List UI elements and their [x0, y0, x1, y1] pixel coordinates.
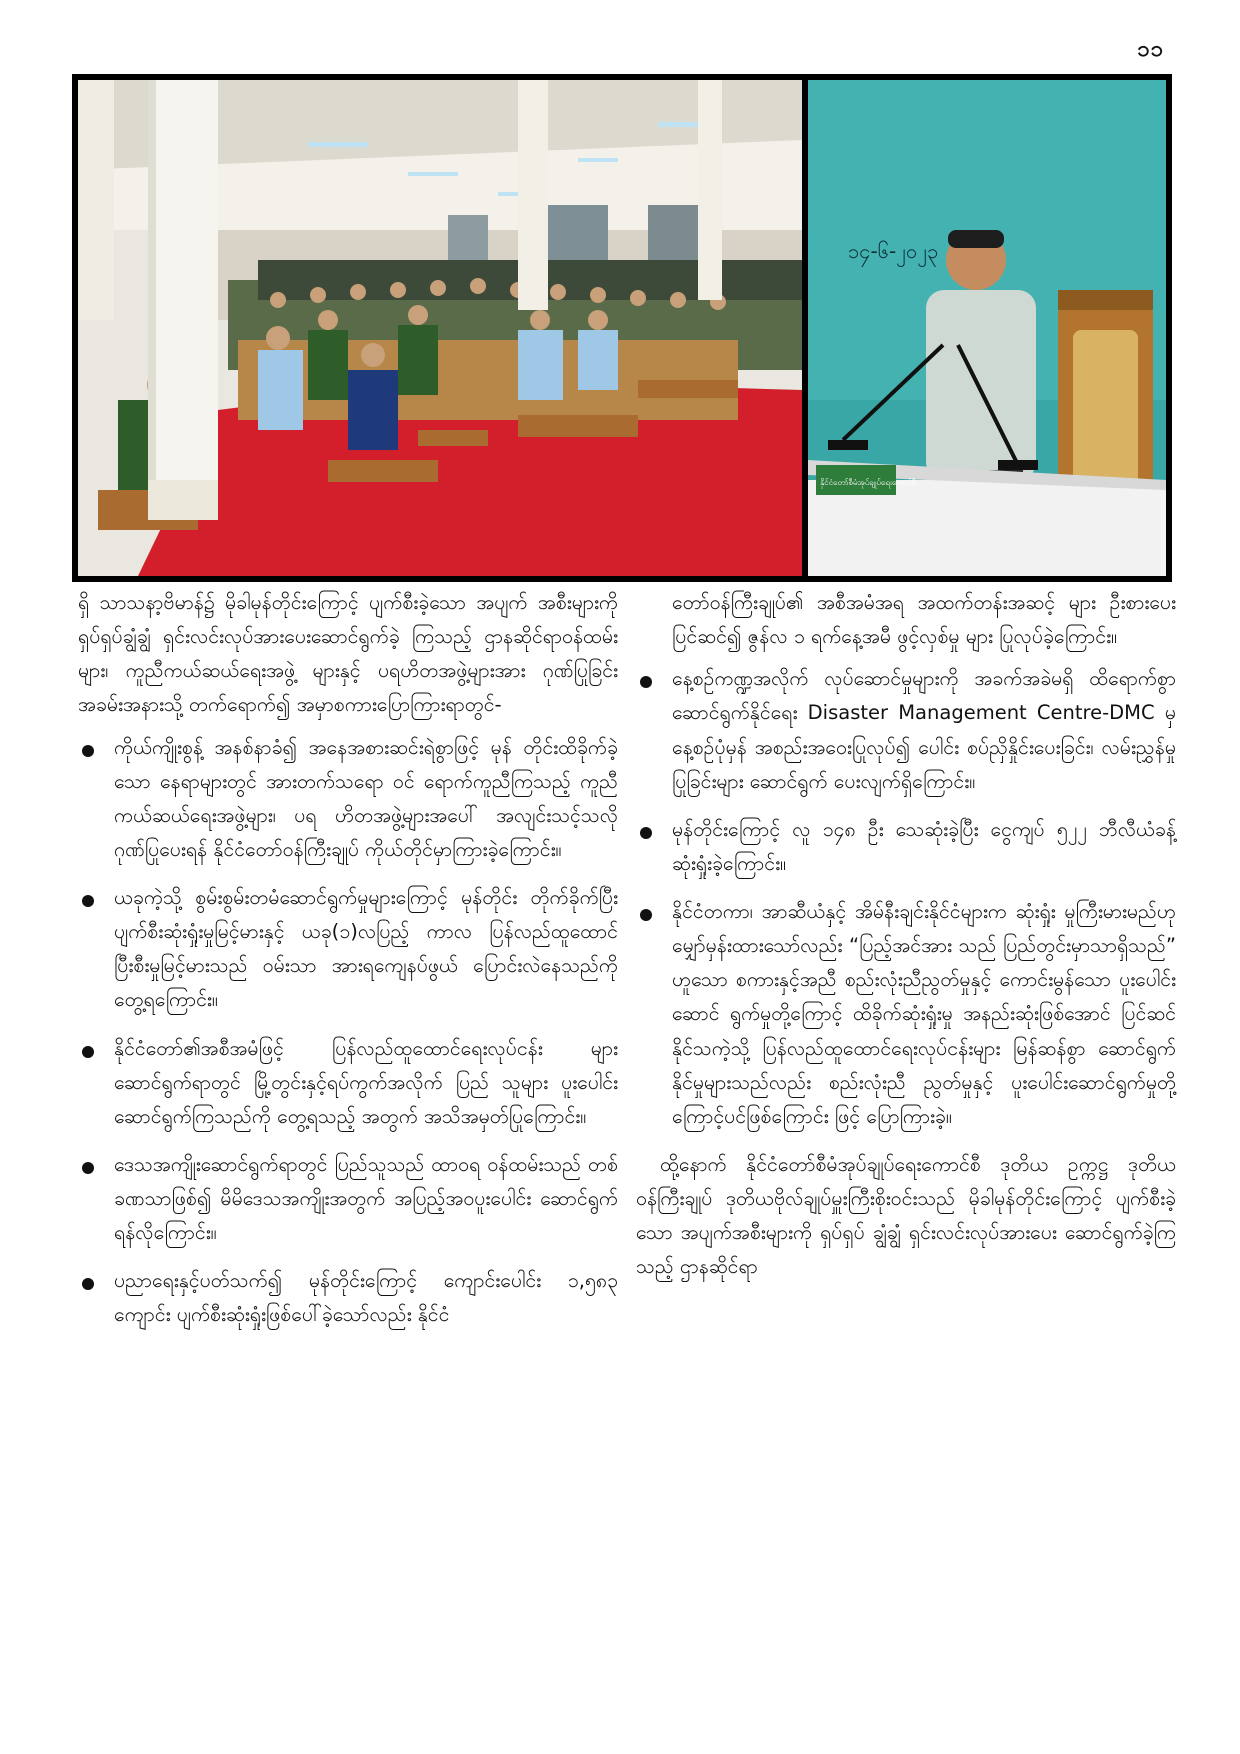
list-item [78, 1032, 618, 1134]
banner-date-text: ၁၄-၆-၂၀၂၃ [848, 239, 939, 263]
list-item [78, 731, 618, 868]
bullet-icon [82, 1046, 94, 1058]
bullet-icon [640, 909, 652, 921]
bullet-icon [640, 827, 652, 839]
left-bullet-list [78, 731, 618, 1333]
audience-photo [78, 80, 802, 576]
list-item-text: နိုင်ငံတကာ၊ အာဆီယံနှင့် အိမ်နီးချင်းနိုင်ငံများက ဆုံးရှုံး မှုကြီးမားမည်ဟု မျှော်မှန်းထားသော်လည်း “ပြည့်အင်အား သည် ပြည်တွင်းမှာသာရှိသည်” ဟူသော စကားနှင့်အညီ စည်းလုံးညီညွတ်မှုနှင့် ကောင်းမွန်သော ပူးပေါင်းဆောင် ရွက်မှုတို့ကြောင့် ထိခိုက်ဆုံးရှုံးမှု အနည်းဆုံးဖြစ်အောင် ပြင်ဆင်နိုင်သကဲ့သို့ ပြန်လည်ထူထောင်ရေးလုပ်ငန်းများ မြန်ဆန်စွာ ဆောင်ရွက်နိုင်မှုများသည်လည်း စည်းလုံးညီ ညွတ်မှုနှင့် ပူးပေါင်းဆောင်ရွက်မှုတို့ကြောင့်ပင်ဖြစ်ကြောင်း ဖြင့် ပြောကြားခဲ့။ [672, 900, 1176, 1128]
list-item [636, 662, 1176, 799]
list-item [78, 881, 618, 1018]
list-item-text: ယခုကဲ့သို့ စွမ်းစွမ်းတမံဆောင်ရွက်မှုများကြောင့် မုန်တိုင်း တိုက်ခိုက်ပြီး ပျက်စီးဆုံးရှုံးမှုမြင့်မားနှင့် ယခု(၁)လပြည့် ကာလ ပြန်လည်ထူထောင်ပြီးစီးမှုမြင့်မားသည် ဝမ်းသာ အားရကျေနပ်ဖွယ် ပြောင်းလဲနေသည်ကို တွေ့ရကြောင်း။ [114, 886, 618, 1012]
nameplate-text: နိုင်ငံတော်စီမံအုပ်ချုပ်ရေးကောင်စီ [820, 478, 917, 487]
bullet-icon [82, 1278, 94, 1290]
list-item-text: နိုင်ငံတော်၏အစီအမံဖြင့် ပြန်လည်ထူထောင်ရေးလုပ်ငန်း များ ဆောင်ရွက်ရာတွင် မြို့တွင်းနှင့်ရပ်ကွက်အလိုက် ပြည် သူများ ပူးပေါင်းဆောင်ရွက်ကြသည်ကို တွေ့ရသည့် အတွက် အသိအမှတ်ပြုကြောင်း။ [114, 1036, 618, 1128]
bullet-icon [82, 1162, 94, 1174]
intro-paragraph: ရှိ သာသနာ့ဗိမာန်၌ မိုခါမုန်တိုင်းကြောင့် ပျက်စီးခဲ့သော အပျက် အစီးများကို ရှပ်ရှပ်ချွံချွံ ရှင်းလင်းလုပ်အားပေးဆောင်ရွက်ခဲ့ ကြသည့် ဌာနဆိုင်ရာဝန်ထမ်းများ၊ ကူညီကယ်ဆယ်ရေးအဖွဲ့ များနှင့် ပရဟိတအဖွဲ့များအား ဂုဏ်ပြုခြင်းအခမ်းအနားသို့ တက်ရောက်၍ အမှာစကားပြောကြားရာတွင်- [78, 591, 618, 717]
page-number: ၁၁ [1137, 37, 1164, 62]
list-item [78, 1148, 618, 1250]
bullet-icon [82, 895, 94, 907]
audience-photo-drawing [78, 80, 802, 576]
list-item [636, 813, 1176, 881]
list-item-text: မုန်တိုင်းကြောင့် လူ ၁၄၈ ဦး သေဆုံးခဲ့ပြီး ငွေကျပ် ၅၂၂ ဘီလီယံခန့် ဆုံးရှုံးခဲ့ကြောင်း။ [672, 817, 1176, 875]
right-bullet-list [636, 662, 1176, 1134]
list-item-text: ဒေသအကျိုးဆောင်ရွက်ရာတွင် ပြည်သူသည် ထာဝရ ဝန်ထမ်းသည် တစ်ခဏသာဖြစ်၍ မိမိဒေသအကျိုးအတွက် အပြည့်အဝပူးပေါင်း ဆောင်ရွက်ရန်လိုကြောင်း။ [114, 1152, 618, 1245]
bullet-icon [82, 745, 94, 757]
left-column [78, 586, 618, 1347]
closing-paragraph: ထို့နောက် နိုင်ငံတော်စီမံအုပ်ချုပ်ရေးကောင်စီ ဒုတိယ ဥက္ကဋ္ဌ ဒုတိယဝန်ကြီးချုပ် ဒုတိယဗိုလ်ချုပ်မှူးကြီးစိုးဝင်းသည် မိုခါမုန်တိုင်းကြောင့် ပျက်စီးခဲ့သော အပျက်အစီးများကို ရှပ်ရှပ် ချွံချွံ ရှင်းလင်းလုပ်အားပေး ဆောင်ရွက်ခဲ့ကြသည့် ဌာနဆိုင်ရာ [636, 1152, 1176, 1279]
speaker-photo-drawing [808, 80, 1166, 576]
photo-frame [72, 74, 1172, 582]
list-item [636, 895, 1176, 1134]
list-item [78, 1264, 618, 1332]
list-item-text: နေ့စဉ်ကဏ္ဍအလိုက် လုပ်ဆောင်မှုများကို အခက်အခဲမရှိ ထိရောက်စွာ ဆောင်ရွက်နိုင်ရေး Disaster Management Centre-DMC မှ နေ့စဉ်ပုံမှန် အစည်းအဝေးပြုလုပ်၍ ပေါင်း စပ်ညှိနှိုင်းပေးခြင်း၊ လမ်းညွှန်မှုပြုခြင်းများ ဆောင်ရွက် ပေးလျက်ရှိကြောင်း။ [672, 667, 1176, 793]
right-column [636, 586, 1176, 1284]
bullet-icon [640, 676, 652, 688]
list-item-text: ပညာရေးနှင့်ပတ်သက်၍ မုန်တိုင်းကြောင့် ကျောင်းပေါင်း ၁,၅၈၃ ကျောင်း ပျက်စီးဆုံးရှုံးဖြစ်ပေါ်ခဲ့သော်လည်း နိုင်ငံ [114, 1269, 618, 1327]
list-item-text: ကိုယ်ကျိုးစွန့် အနစ်နာခံ၍ အနေအစားဆင်းရဲစွာဖြင့် မုန် တိုင်းထိခိုက်ခဲ့သော နေရာများတွင် အားတက်သရော ဝင် ရောက်ကူညီကြသည့် ကူညီကယ်ဆယ်ရေးအဖွဲ့များ၊ ပရ ဟိတအဖွဲ့များအပေါ် အလျင်းသင့်သလို ဂုဏ်ပြုပေးရန် နိုင်ငံတော်ဝန်ကြီးချုပ် ကိုယ်တိုင်မှာကြားခဲ့ကြောင်း။ [114, 735, 618, 861]
speaker-photo [808, 80, 1166, 576]
continuation-paragraph: တော်ဝန်ကြီးချုပ်၏ အစီအမံအရ အထက်တန်းအဆင့် များ ဦးစားပေးပြင်ဆင်၍ ဇွန်လ ၁ ရက်နေ့အမီ ဖွင့်လှစ်မှု များ ပြုလုပ်ခဲ့ကြောင်း။ [672, 591, 1176, 649]
